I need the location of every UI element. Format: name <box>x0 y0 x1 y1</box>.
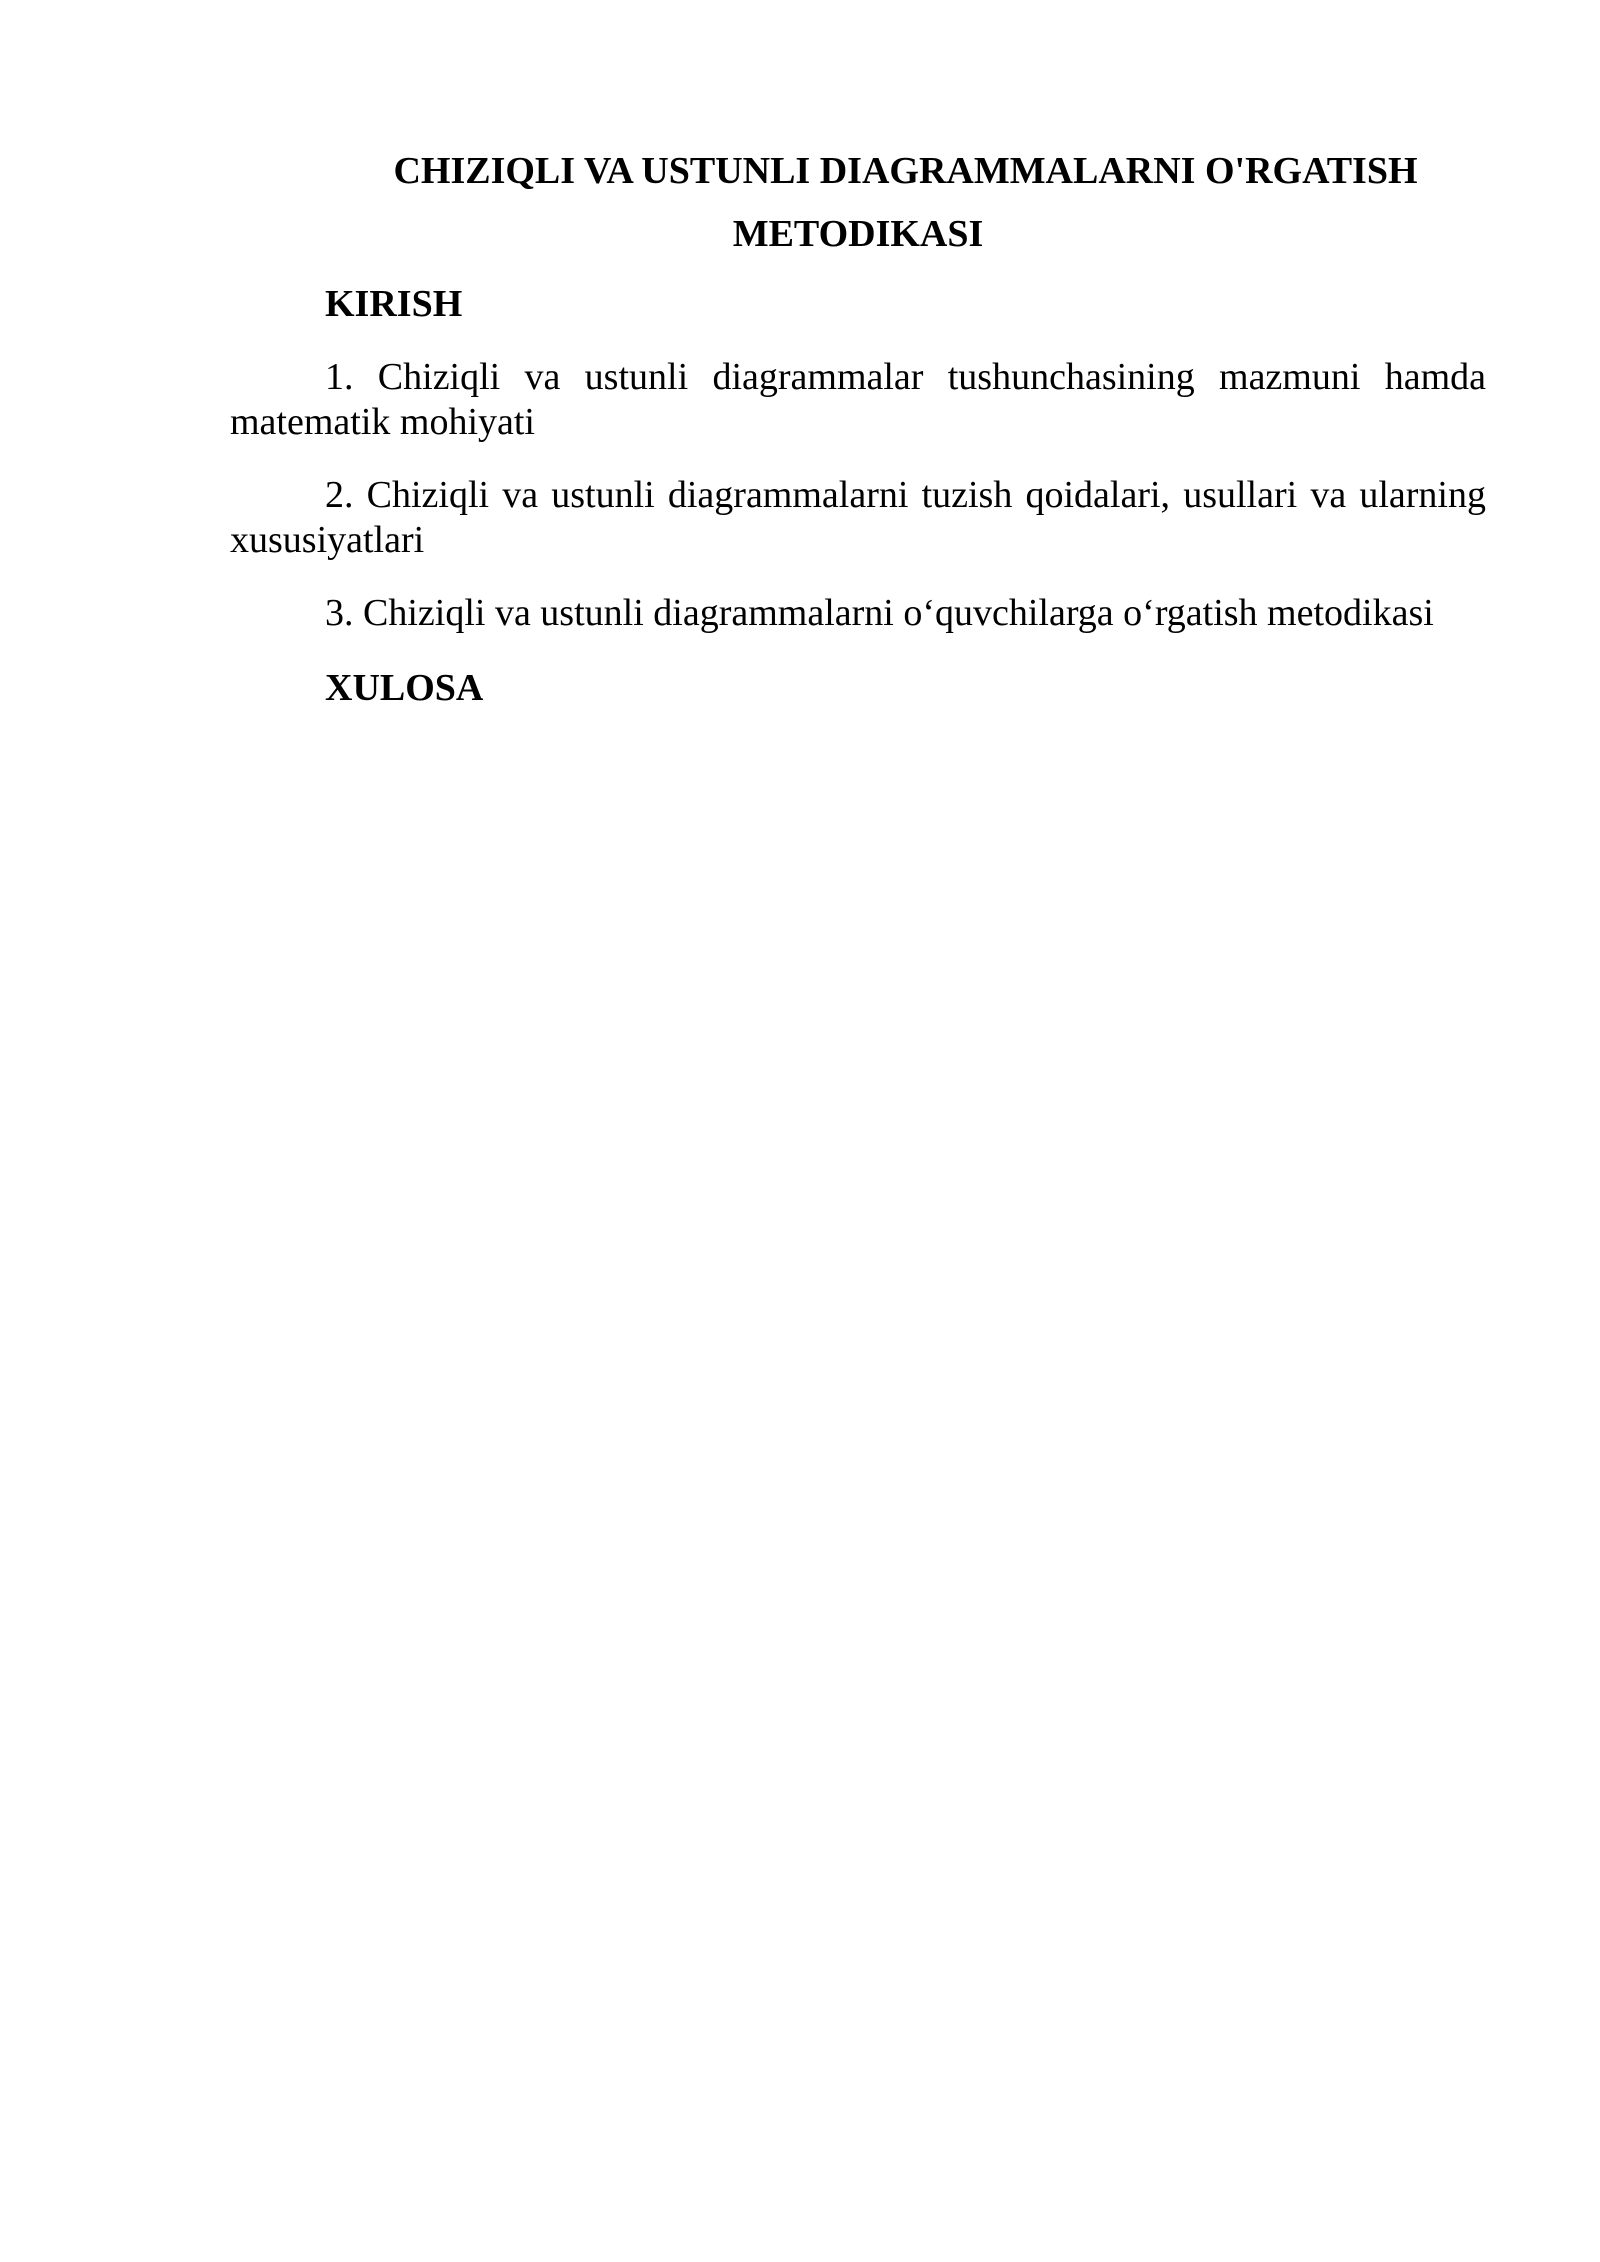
list-item-3-line-1: 3. Chiziqli va ustunli diagrammalarni o‘quvchilarga o‘rgatish metodikasi <box>325 592 1434 634</box>
list-item-2 <box>230 473 1486 563</box>
list-item-1 <box>230 355 1486 445</box>
section-heading-kirish: KIRISH <box>325 283 463 325</box>
list-item-1-line-2: matematik mohiyati <box>230 401 535 443</box>
section-heading-xulosa: XULOSA <box>325 667 484 709</box>
document-title-line-1: CHIZIQLI VA USTUNLI DIAGRAMMALARNI O'RGATISH <box>393 150 1418 192</box>
list-item-2-line-1: 2. Chiziqli va ustunli diagrammalarni tuzish qoidalari, usullari va ularning <box>325 474 1486 516</box>
list-item-1-line-1: 1. Chiziqli va ustunli diagrammalar tushunchasining mazmuni hamda <box>325 356 1486 398</box>
document-page <box>0 0 1600 711</box>
document-title-line-2: METODIKASI <box>732 213 984 255</box>
list-item-2-line-2: xususiyatlari <box>230 519 425 561</box>
list-item-3 <box>230 591 1486 636</box>
document-title <box>230 140 1486 266</box>
